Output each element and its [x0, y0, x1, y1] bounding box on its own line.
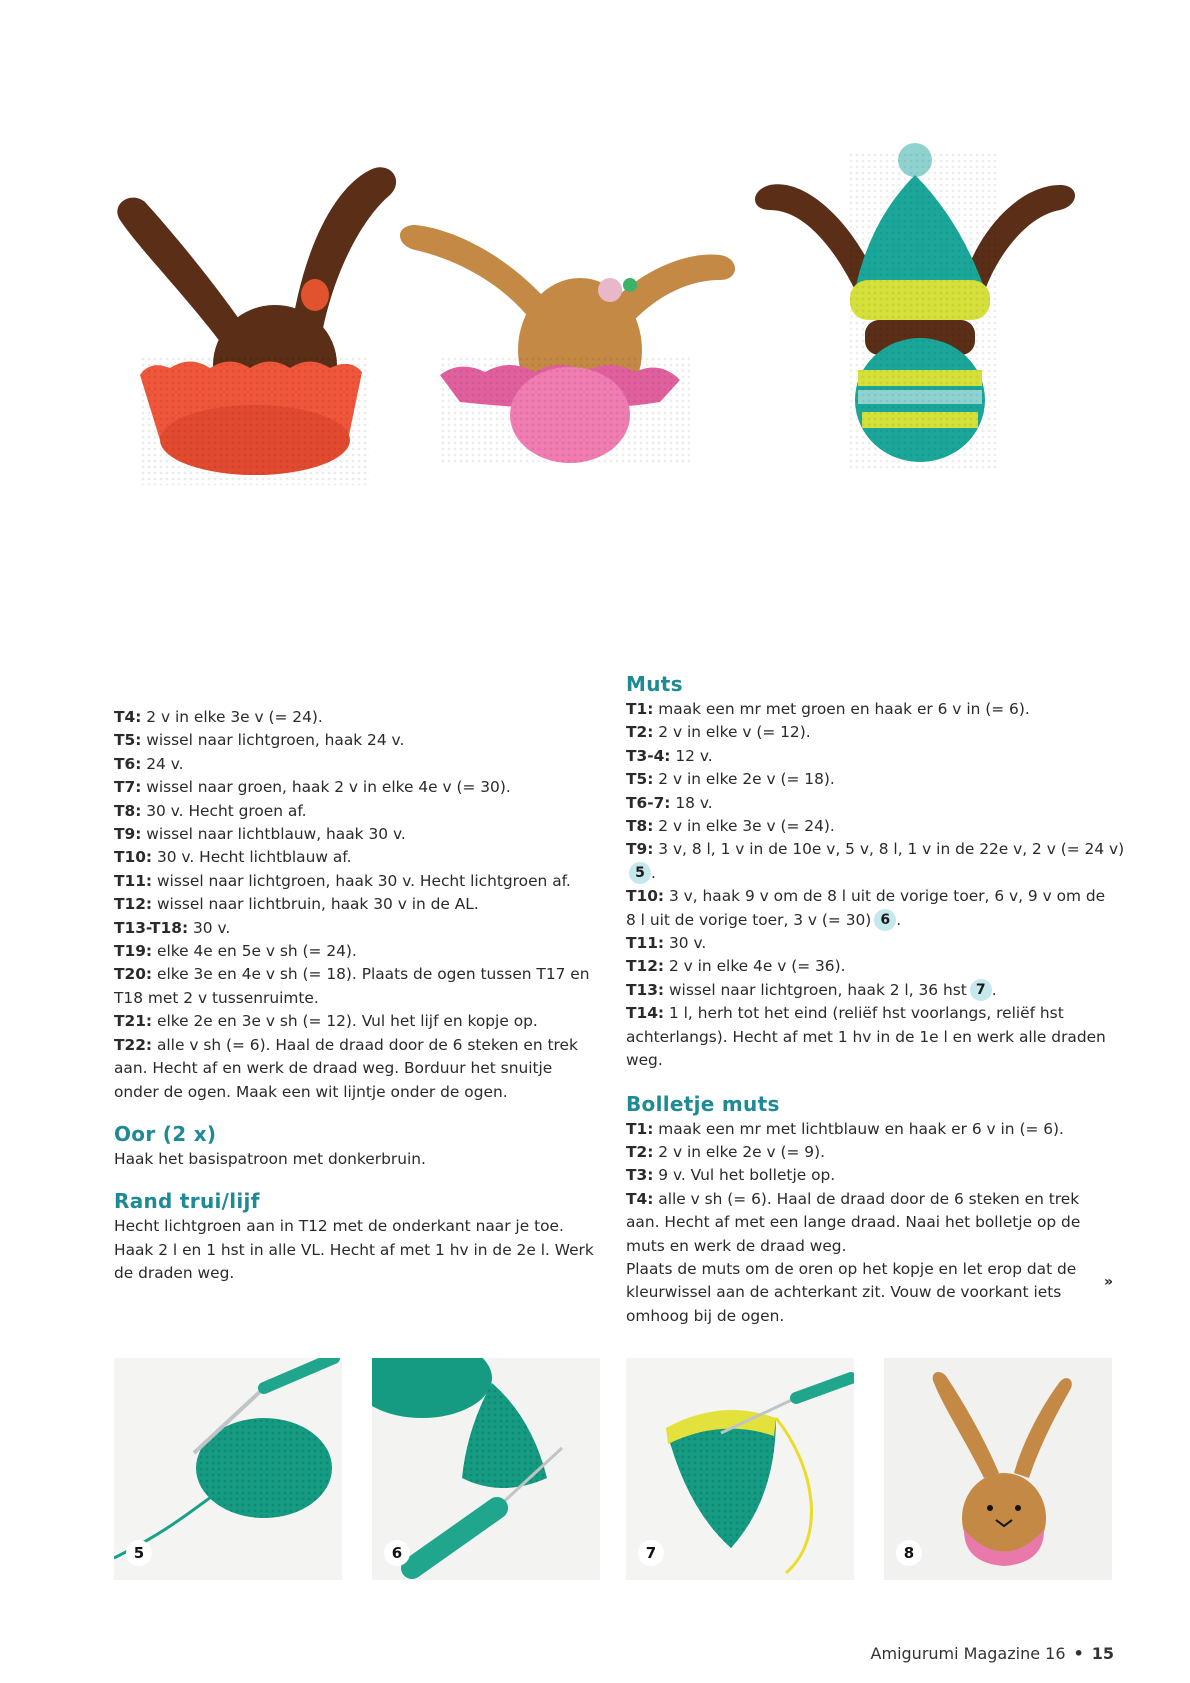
row-text: 3 v, haak 9 v om de 8 l uit de vorige toer, 6 v, 9 v om de — [664, 887, 1106, 906]
row-text: 30 v. Hecht groen af. — [141, 801, 307, 820]
pattern-row — [114, 893, 604, 916]
row-text: 30 v. — [664, 934, 707, 953]
row-text: elke 3e en 4e v sh (= 18). Plaats de ogen tussen T17 en — [152, 965, 590, 984]
heading-muts: Muts — [626, 672, 683, 696]
footer-separator: • — [1073, 1644, 1084, 1663]
pattern-row — [114, 917, 604, 940]
row-punctuation: . — [896, 910, 902, 929]
row-label: T2: — [626, 723, 654, 742]
row-text: 3 v, 8 l, 1 v in de 10e v, 5 v, 8 l, 1 v in de 22e v, 2 v (= 24 v) — [653, 840, 1125, 859]
pattern-row — [114, 846, 604, 869]
row-text: omhoog bij de ogen. — [626, 1306, 785, 1325]
pattern-rows-body — [114, 706, 604, 1104]
muts-row — [626, 745, 1126, 768]
row-label: T13: — [626, 980, 665, 999]
row-text: 2 v in elke v (= 12). — [653, 723, 811, 742]
row-label: T21: — [114, 1012, 153, 1031]
muts-row — [626, 815, 1126, 838]
row-label: T8: — [626, 817, 654, 836]
row-text: alle v sh (= 6). Haal de draad door de 6 steken en trek — [653, 1189, 1080, 1208]
bolletje-row — [626, 1141, 1126, 1164]
muts-row — [626, 792, 1126, 815]
row-label: T11: — [114, 871, 153, 890]
bolletje-row — [626, 1211, 1126, 1234]
page-footer — [871, 1644, 1114, 1663]
row-text: 2 v in elke 3e v (= 24). — [653, 817, 835, 836]
row-text: maak een mr met groen en haak er 6 v in (= 6). — [653, 700, 1030, 718]
row-text: weg. — [626, 1051, 663, 1070]
row-text: achterlangs). Hecht af met 1 hv in de 1e l en werk alle draden — [626, 1027, 1106, 1046]
muts-row — [626, 979, 1126, 1002]
pattern-row — [114, 1057, 604, 1080]
bolletje-row — [626, 1188, 1126, 1211]
row-text: Plaats de muts om de oren op het kopje en let erop dat de — [626, 1259, 1077, 1278]
pattern-row — [114, 776, 604, 799]
row-label: T20: — [114, 965, 153, 984]
row-text: onder de ogen. Maak een wit lijntje onder de ogen. — [114, 1082, 508, 1101]
row-text: 1 l, herh tot het eind (reliëf hst voorlangs, reliëf hst — [664, 1004, 1064, 1023]
muts-row — [626, 1002, 1126, 1025]
row-label: T4: — [114, 708, 142, 726]
row-text: wissel naar lichtgroen, haak 30 v. Hecht lichtgroen af. — [152, 871, 571, 890]
photo-reference-badge: 7 — [970, 979, 992, 1001]
row-text: elke 2e en 3e v sh (= 12). Vul het lijf en kopje op. — [152, 1012, 538, 1031]
bunny-orange-basket — [117, 167, 396, 485]
row-label: T3-4: — [626, 746, 671, 765]
row-text: wissel naar lichtgroen, haak 2 l, 36 hst — [664, 980, 967, 999]
left-text-column — [114, 706, 604, 1286]
bolletje-row — [626, 1281, 1126, 1304]
bolletje-row — [626, 1235, 1126, 1258]
row-punctuation: . — [991, 980, 997, 999]
pattern-row — [114, 1081, 604, 1104]
row-text: T18 met 2 v tussenruimte. — [114, 988, 319, 1007]
pattern-row — [114, 963, 604, 986]
row-text: 12 v. — [670, 746, 713, 765]
row-label: T9: — [114, 825, 142, 844]
heading-bolletje-muts: Bolletje muts — [626, 1091, 780, 1116]
photo-step-7 — [626, 1358, 854, 1580]
oor-text: Haak het basispatroon met donkerbruin. — [114, 1149, 426, 1168]
row-text: 2 v in elke 2e v (= 18). — [653, 770, 835, 789]
row-text: wissel naar lichtblauw, haak 30 v. — [141, 825, 406, 844]
row-text: elke 4e en 5e v sh (= 24). — [152, 942, 357, 961]
bolletje-row — [626, 1258, 1126, 1281]
pattern-row — [114, 800, 604, 823]
page-number: 15 — [1091, 1644, 1114, 1663]
row-text: wissel naar lichtgroen, haak 24 v. — [141, 731, 405, 750]
heading-rand: Rand trui/lijf — [114, 1189, 260, 1214]
row-label: T12: — [626, 957, 665, 976]
muts-row — [626, 955, 1126, 978]
muts-row — [626, 885, 1126, 908]
row-text: 2 v in elke 2e v (= 9). — [653, 1142, 825, 1161]
photo-number-8: 8 — [896, 1540, 922, 1566]
pattern-row — [114, 1010, 604, 1033]
row-label: T2: — [626, 1142, 654, 1161]
row-text: 30 v. Hecht lichtblauw af. — [152, 848, 352, 867]
row-label: T7: — [114, 778, 142, 797]
row-label: T6-7: — [626, 793, 671, 812]
pattern-row — [114, 987, 604, 1010]
photo-step-6 — [372, 1358, 600, 1580]
pattern-row — [114, 1034, 604, 1057]
row-text: 9 v. Vul het bolletje op. — [653, 1166, 836, 1185]
magazine-name: Amigurumi Magazine 16 — [870, 1644, 1066, 1663]
muts-row — [626, 698, 1126, 721]
row-punctuation: . — [651, 863, 656, 882]
rand-line: Hecht lichtgroen aan in T12 met de onderkant naar je toe. — [114, 1217, 564, 1236]
row-text: aan. Hecht af met een lange draad. Naai het bolletje op de — [626, 1213, 1081, 1232]
row-label: T19: — [114, 942, 153, 961]
row-label: T9: — [626, 840, 654, 859]
muts-row — [626, 768, 1126, 791]
row-text: kleurwissel aan de achterkant zit. Vouw de voorkant iets — [626, 1283, 1062, 1302]
pattern-row — [114, 706, 604, 729]
row-text: 24 v. — [141, 754, 184, 773]
pattern-row — [114, 870, 604, 893]
row-label: T5: — [626, 770, 654, 789]
muts-row — [626, 909, 1126, 932]
row-text: 30 v. — [188, 918, 231, 937]
row-label: T12: — [114, 895, 153, 914]
row-label: T6: — [114, 754, 142, 773]
muts-rows — [626, 698, 1126, 1073]
photo-number-7: 7 — [638, 1540, 664, 1566]
muts-row — [626, 721, 1126, 744]
row-text: wissel naar groen, haak 2 v in elke 4e v (= 30). — [141, 778, 511, 797]
row-text: muts en werk de draad weg. — [626, 1236, 847, 1255]
photo-reference-badge: 6 — [874, 909, 896, 931]
bolletje-rows — [626, 1118, 1126, 1329]
bolletje-row — [626, 1305, 1126, 1328]
row-text: maak een mr met lichtblauw en haak er 6 v in (= 6). — [653, 1119, 1064, 1138]
row-text: 18 v. — [670, 793, 713, 812]
row-label: T14: — [626, 1004, 665, 1023]
pattern-row — [114, 753, 604, 776]
continue-arrow: » — [1104, 1274, 1114, 1290]
row-label: T13-T18: — [114, 918, 189, 937]
pattern-row — [114, 823, 604, 846]
row-label: T11: — [626, 934, 665, 953]
bunny-pink-tutu — [400, 225, 735, 465]
photo-step-5 — [114, 1358, 342, 1580]
row-label: T10: — [626, 887, 665, 906]
muts-row — [626, 838, 1126, 885]
photo-number-5: 5 — [126, 1540, 152, 1566]
row-label: T4: — [626, 1189, 654, 1208]
muts-row — [626, 932, 1126, 955]
hero-bunnies-illustration — [80, 140, 1180, 530]
bunny-striped-hat — [755, 143, 1075, 470]
rand-line: de draden weg. — [114, 1264, 235, 1283]
photo-number-6: 6 — [384, 1540, 410, 1566]
muts-row — [626, 1049, 1126, 1072]
row-label: T1: — [626, 1119, 654, 1138]
row-text: aan. Hecht af en werk de draad weg. Borduur het snuitje — [114, 1059, 553, 1078]
row-label: T22: — [114, 1035, 153, 1054]
row-label: T1: — [626, 700, 654, 718]
row-text: 8 l uit de vorige toer, 3 v (= 30) — [626, 910, 872, 929]
row-text: 2 v in elke 3e v (= 24). — [141, 708, 323, 726]
row-label: T3: — [626, 1166, 654, 1185]
muts-row — [626, 1026, 1126, 1049]
bolletje-row — [626, 1164, 1126, 1187]
row-label: T5: — [114, 731, 142, 750]
pattern-row — [114, 729, 604, 752]
row-text: wissel naar lichtbruin, haak 30 v in de AL. — [152, 895, 479, 914]
row-text: alle v sh (= 6). Haal de draad door de 6 steken en trek — [152, 1035, 578, 1054]
row-label: T8: — [114, 801, 142, 820]
pattern-row — [114, 940, 604, 963]
right-text-column — [626, 671, 1126, 1328]
row-label: T10: — [114, 848, 153, 867]
bolletje-row — [626, 1118, 1126, 1141]
photo-step-8 — [884, 1358, 1112, 1580]
rand-line: Haak 2 l en 1 hst in alle VL. Hecht af met 1 hv in de 2e l. Werk — [114, 1240, 594, 1259]
row-text: 2 v in elke 4e v (= 36). — [664, 957, 846, 976]
heading-oor: Oor (2 x) — [114, 1121, 217, 1146]
photo-reference-badge: 5 — [629, 862, 651, 884]
rand-text — [114, 1215, 604, 1285]
